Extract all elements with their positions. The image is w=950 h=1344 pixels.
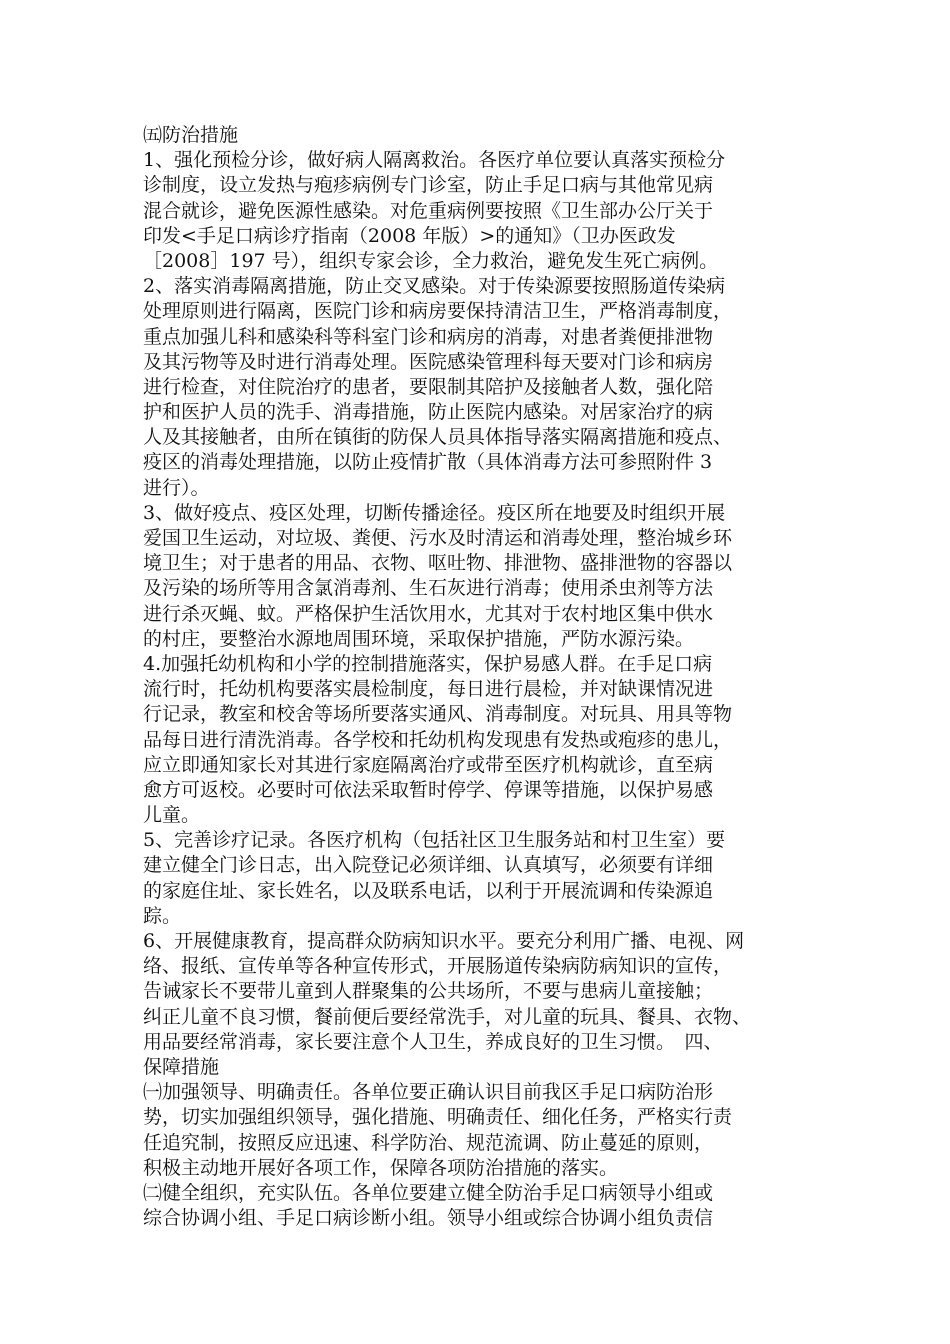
text-line: 进行）。 xyxy=(143,476,210,499)
text-line: 络、报纸、宣传单等各种宣传形式，开展肠道传染病防病知识的宣传， xyxy=(143,955,733,978)
text-line: ㈤防治措施 xyxy=(143,124,239,146)
text-line: 流行时，托幼机构要落实晨检制度，每日进行晨检，并对缺课情况进 xyxy=(143,678,714,701)
text-line: 境卫生；对于患者的用品、衣物、呕吐物、排泄物、盛排泄物的容器以 xyxy=(143,552,733,575)
text-line: 重点加强儿科和感染科等科室门诊和病房的消毒，对患者粪便排泄物 xyxy=(143,325,714,348)
text-line: ［2008］197 号），组织专家会诊，全力救治，避免发生死亡病例。 xyxy=(143,249,719,272)
text-line: 综合协调小组、手足口病诊断小组。领导小组或综合协调小组负责信 xyxy=(143,1207,714,1230)
text-line: 2、落实消毒隔离措施，防止交叉感染。对于传染源要按照肠道传染病 xyxy=(143,275,726,298)
text-line: 行记录，教室和校舍等场所要落实通风、消毒制度。对玩具、用具等物 xyxy=(143,703,733,726)
text-line: 积极主动地开展好各项工作，保障各项防治措施的落实。 xyxy=(143,1156,619,1179)
text-line: 任追究制，按照反应迅速、科学防治、规范流调、防止蔓延的原则， xyxy=(143,1131,714,1154)
text-line: 1、强化预检分诊，做好病人隔离救治。各医疗单位要认真落实预检分 xyxy=(143,149,726,172)
text-line: 印发<手足口病诊疗指南（2008 年版）>的通知》（卫办医政发 xyxy=(143,224,676,247)
text-line: 踪。 xyxy=(143,904,182,927)
text-line: 疫区的消毒处理措施，以防止疫情扩散（具体消毒方法可参照附件 3 xyxy=(143,451,713,474)
text-line: 护和医护人员的洗手、消毒措施，防止医院内感染。对居家治疗的病 xyxy=(143,401,714,424)
text-line: 3、做好疫点、疫区处理，切断传播途径。疫区所在地要及时组织开展 xyxy=(143,501,726,524)
text-line: 建立健全门诊日志，出入院登记必须详细、认真填写，必须要有详细 xyxy=(143,854,714,877)
text-line: 4.加强托幼机构和小学的控制措施落实，保护易感人群。在手足口病 xyxy=(143,652,713,675)
text-line: 保障措施 xyxy=(143,1055,220,1078)
document-body xyxy=(143,123,813,1231)
text-line: 及其污物等及时进行消毒处理。医院感染管理科每天要对门诊和病房 xyxy=(143,350,714,373)
text-line: 进行杀灭蝇、蚊。严格保护生活饮用水，尤其对于农村地区集中供水 xyxy=(143,602,714,625)
text-line: 诊制度，设立发热与疱疹病例专门诊室，防止手足口病与其他常见病 xyxy=(143,174,714,197)
text-line: 的村庄，要整治水源地周围环境，采取保护措施，严防水源污染。 xyxy=(143,627,695,650)
text-line: 势，切实加强组织领导，强化措施、明确责任、细化任务，严格实行责 xyxy=(143,1106,733,1129)
text-line: 告诫家长不要带儿童到人群聚集的公共场所，不要与患病儿童接触； xyxy=(143,980,714,1003)
text-line: 进行检查，对住院治疗的患者，要限制其陪护及接触者人数，强化陪 xyxy=(143,375,714,398)
text-line: 及污染的场所等用含氯消毒剂、生石灰进行消毒；使用杀虫剂等方法 xyxy=(143,577,714,600)
text-line: 爱国卫生运动，对垃圾、粪便、污水及时清运和消毒处理，整治城乡环 xyxy=(143,527,733,549)
text-line: 6、开展健康教育，提高群众防病知识水平。要充分利用广播、电视、网 xyxy=(143,930,745,952)
text-line: 的家庭住址、家长姓名，以及联系电话，以利于开展流调和传染源追 xyxy=(143,879,714,902)
text-line: 纠正儿童不良习惯，餐前便后要经常洗手，对儿童的玩具、餐具、衣物、 xyxy=(143,1005,752,1028)
text-line: ㈡健全组织，充实队伍。各单位要建立健全防治手足口病领导小组或 xyxy=(143,1181,714,1204)
text-line: 混合就诊，避免医源性感染。对危重病例要按照《卫生部办公厅关于 xyxy=(143,199,714,222)
text-line: 儿童。 xyxy=(143,804,201,827)
text-line: ㈠加强领导、明确责任。各单位要正确认识目前我区手足口病防治形 xyxy=(143,1081,714,1104)
text-line: 人及其接触者，由所在镇街的防保人员具体指导落实隔离措施和疫点、 xyxy=(143,426,733,449)
text-line: 应立即通知家长对其进行家庭隔离治疗或带至医疗机构就诊，直至病 xyxy=(143,753,714,776)
text-line: 愈方可返校。必要时可依法采取暂时停学、停课等措施，以保护易感 xyxy=(143,778,714,801)
text-line: 5、完善诊疗记录。各医疗机构（包括社区卫生服务站和村卫生室）要 xyxy=(143,829,726,852)
text-line: 用品要经常消毒，家长要注意个人卫生，养成良好的卫生习惯。 四、 xyxy=(143,1030,723,1053)
text-line: 处理原则进行隔离，医院门诊和病房要保持清洁卫生，严格消毒制度， xyxy=(143,300,733,323)
text-line: 品每日进行清洗消毒。各学校和托幼机构发现患有发热或疱疹的患儿， xyxy=(143,728,733,751)
